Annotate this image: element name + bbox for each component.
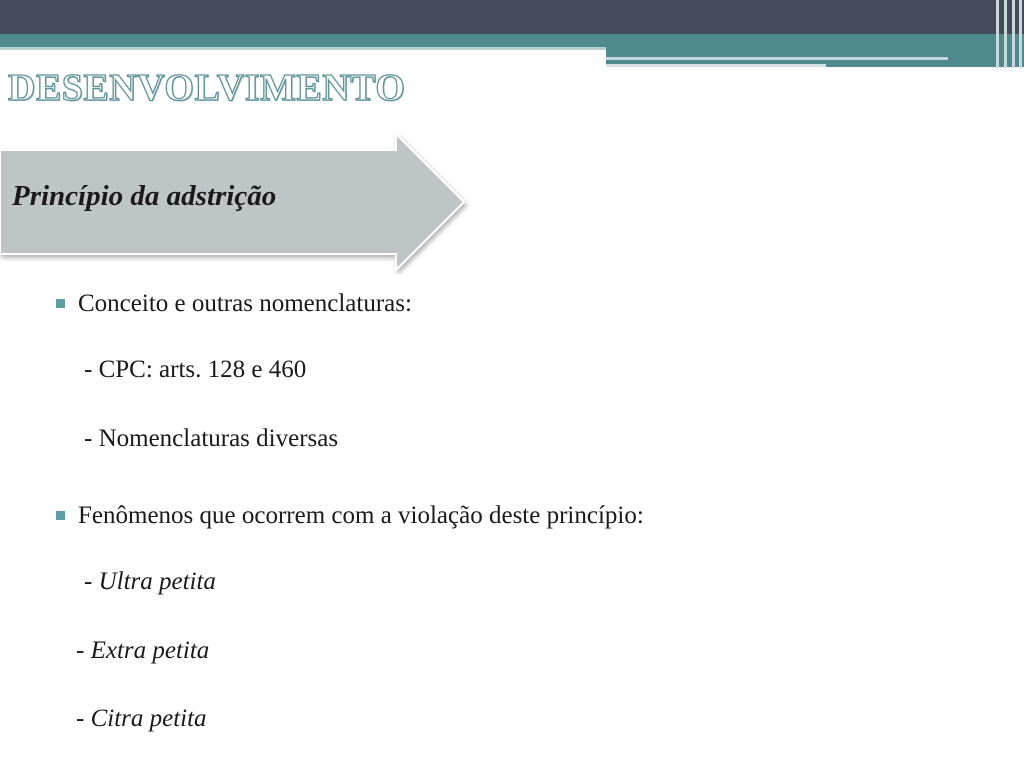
corner-stripe [1019,0,1022,68]
sub-item [84,356,306,384]
header-step-line [606,57,948,60]
sub-item-dash: - [84,356,99,383]
corner-stripe [1012,0,1015,68]
header-light-band [0,47,606,50]
sub-item [84,425,338,453]
sub-item-dash: - [84,568,99,595]
slide-title: DESENVOLVIMENTO [8,67,406,109]
square-bullet-icon [56,299,65,308]
arrow-label: Princípio da adstrição [12,180,277,212]
sub-item-text: Ultra petita [98,568,216,595]
bullet-text: Conceito e outras nomenclaturas: [78,290,412,317]
sub-item [84,568,216,596]
header-teal-band [0,34,1024,47]
sub-item [76,637,209,665]
square-bullet-icon [56,511,65,520]
corner-stripe [1004,0,1007,68]
section-arrow [0,132,470,274]
corner-stripe [996,0,999,68]
sub-item-text: Extra petita [90,637,210,664]
bullet-text: Fenômenos que ocorrem com a violação deste princípio: [78,502,644,529]
sub-item-dash: - [76,637,91,664]
sub-item-dash: - [76,705,91,732]
header-step-line [606,64,826,67]
sub-item [76,705,207,733]
sub-item-text: Citra petita [90,705,207,732]
sub-item-text: Nomenclaturas diversas [98,425,339,452]
header-dark-band [0,0,1024,34]
header-corner-stripes [992,0,1024,68]
sub-item-text: CPC: arts. 128 e 460 [98,356,307,383]
sub-item-dash: - [84,425,99,452]
